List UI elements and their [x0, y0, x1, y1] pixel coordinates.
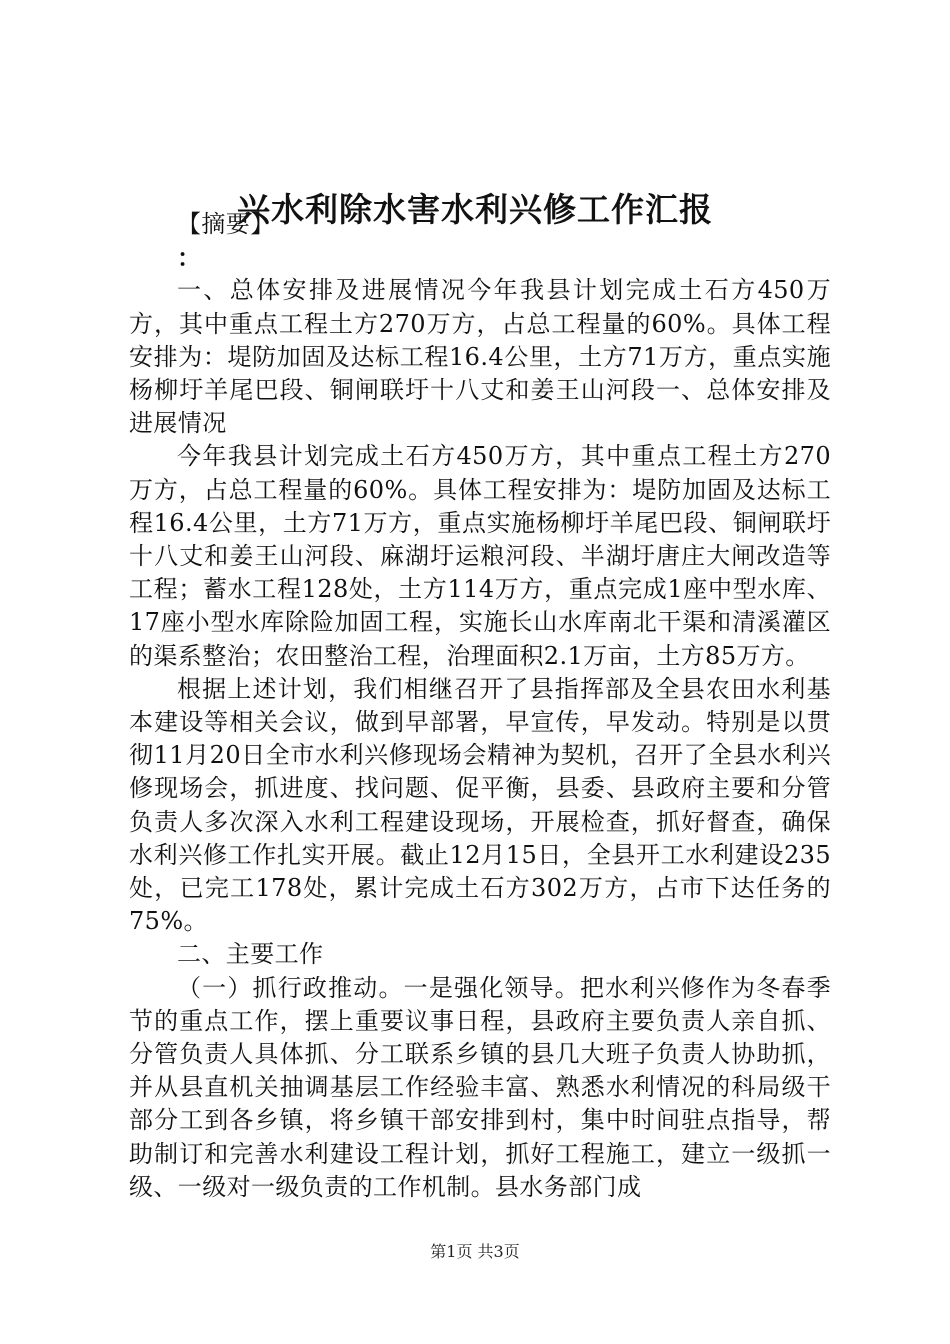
abstract-label: 【摘要】	[177, 210, 275, 238]
document-body	[129, 208, 831, 1204]
page-footer: 第1页 共3页	[430, 1242, 520, 1261]
abstract-colon: ：	[177, 243, 202, 273]
paragraph-progress: 根据上述计划，我们相继召开了县指挥部及全县农田水利基本建设等相关会议，做到早部署，早宣传，早发动。特别是以贯彻11月20日全市水利兴修现场会精神为契机，召开了全县水利兴修现场会，抓进度、找问题、促平衡，县委、县政府主要和分管负责人多次深入水利工程建设现场，开展检查，抓好督查，确保水利兴修工作扎实开展。截止12月15日，全县开工水利建设235处，已完工178处，累计完成土石方302万方，占市下达任务的75%。	[129, 674, 831, 936]
document-title: 兴水利除水害水利兴修工作汇报	[237, 190, 713, 229]
paragraph-administration: （一）抓行政推动。一是强化领导。把水利兴修作为冬春季节的重点工作，摆上重要议事日程，县政府主要负责人亲自抓、分管负责人具体抓、分工联系乡镇的县几大班子负责人协助抓，并从县直机关抽调基层工作经验丰富、熟悉水利情况的科局级干部分工到各乡镇，将乡镇干部安排到村，集中时间驻点指导，帮助制订和完善水利建设工程计划，抓好工程施工，建立一级抓一级、一级对一级负责的工作机制。县水务部门成	[129, 973, 831, 1201]
paragraph-plan: 今年我县计划完成土石方450万方，其中重点工程土方270万方，占总工程量的60%。具体工程安排为：堤防加固及达标工程16.4公里，土方71万方，重点实施杨柳圩羊尾巴段、铜闸联圩十八丈和姜王山河段、麻湖圩运粮河段、半湖圩唐庄大闸改造等工程；蓄水工程128处，土方114万方，重点完成1座中型水库、17座小型水库除险加固工程，实施长山水库南北干渠和清溪灌区的渠系整治；农田整治工程，治理面积2.1万亩，土方85万方。	[129, 442, 831, 670]
paragraph-overview: 一、总体安排及进展情况今年我县计划完成土石方450万方，其中重点工程土方270万方，占总工程量的60%。具体工程安排为：堤防加固及达标工程16.4公里，土方71万方，重点实施杨柳圩羊尾巴段、铜闸联圩十八丈和姜王山河段一、总体安排及进展情况	[129, 276, 831, 438]
section-heading: 二、主要工作	[177, 940, 324, 969]
